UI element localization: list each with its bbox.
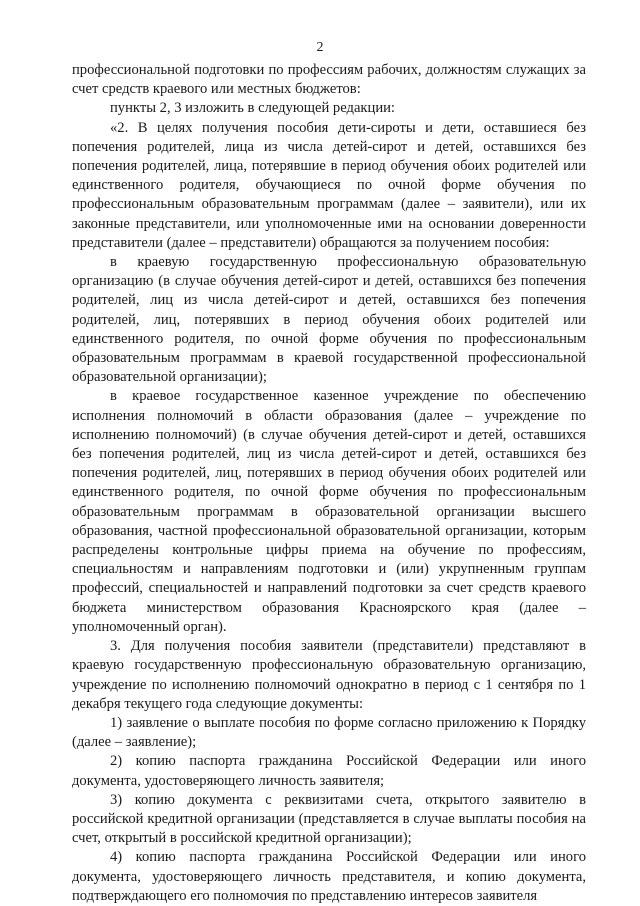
paragraph: профессиональной подготовки по профессиям рабочих, должностям служащих за счет средств краевого или местных бюджетов: (72, 62, 586, 98)
paragraph: «2. В целях получения пособия дети-сироты и дети, оставшиеся без попечения родителей, лица из числа детей-сирот и детей, оставшихся без попечения родителей, лица, потерявшие в период обучения обоих родителей или единственного родителя, обучающиеся по очной форме обучения по профессиональным образовательным программам (далее – заявители), или их законные представители, или уполномоченные ими на основании доверенности представители (далее – представители) обращаются за получением пособия: (72, 119, 586, 251)
paragraph: 1) заявление о выплате пособия по форме согласно приложению к Порядку (далее – заявление); (72, 714, 586, 751)
paragraph: в краевую государственную профессиональную образовательную организацию (в случае обучения детей-сирот и детей, оставшихся без попечения родителей, лиц из числа детей-сирот и детей, оставшихся без попечения родителей, лиц, потерявших в период обучения обоих родителей или единственного родителя, по очной форме обучения по профессиональным образовательным программам в краевой государственной профессиональной образовательной организации); (72, 254, 586, 386)
paragraph: 2) копию паспорта гражданина Российской Федерации или иного документа, удостоверяющего личность заявителя; (72, 753, 586, 789)
paragraph: 3) копию документа с реквизитами счета, открытого заявителю в российской кредитной организации (представляется в случае выплаты пособия на счет, открытый в российской кредитной организации); (72, 791, 586, 847)
paragraph: в краевое государственное казенное учреждение по обеспечению исполнения полномочий в области образования (далее – учреждение по исполнению полномочий) (в случае обучения детей-сирот и детей, оставшихся без попечения родителей, лиц из числа детей-сирот и детей, оставшихся без попечения родителей, лиц, потерявших в период обучения обоих родителей или единственного родителя, по очной форме обучения по профессиональным образовательным программам в образовательной организации высшего образования, частной профессиональной образовательной организации, которым распределены контрольные цифры приема на обучение по профессиям, специальностям и направлениям подготовки и (или) укрупненным группам профессий, специальностей и направлений подготовки за счет средств краевого бюджета министерством образования Красноярского края (далее – уполномоченный орган). (72, 388, 586, 635)
document-body (72, 61, 586, 906)
page-number: 2 (316, 40, 324, 55)
paragraph: 3. Для получения пособия заявители (представители) представляют в краевую государственную профессиональную образовательную организацию, учреждение по исполнению полномочий однократно в период с 1 сентября по 1 декабря текущего года следующие документы: (72, 638, 586, 712)
paragraph: пункты 2, 3 изложить в следующей редакции: (110, 100, 395, 117)
paragraph: 4) копию паспорта гражданина Российской Федерации или иного документа, удостоверяющего личность представителя, и копию документа, подтверждающего его полномочия по представлению интересов заявителя (72, 849, 586, 904)
